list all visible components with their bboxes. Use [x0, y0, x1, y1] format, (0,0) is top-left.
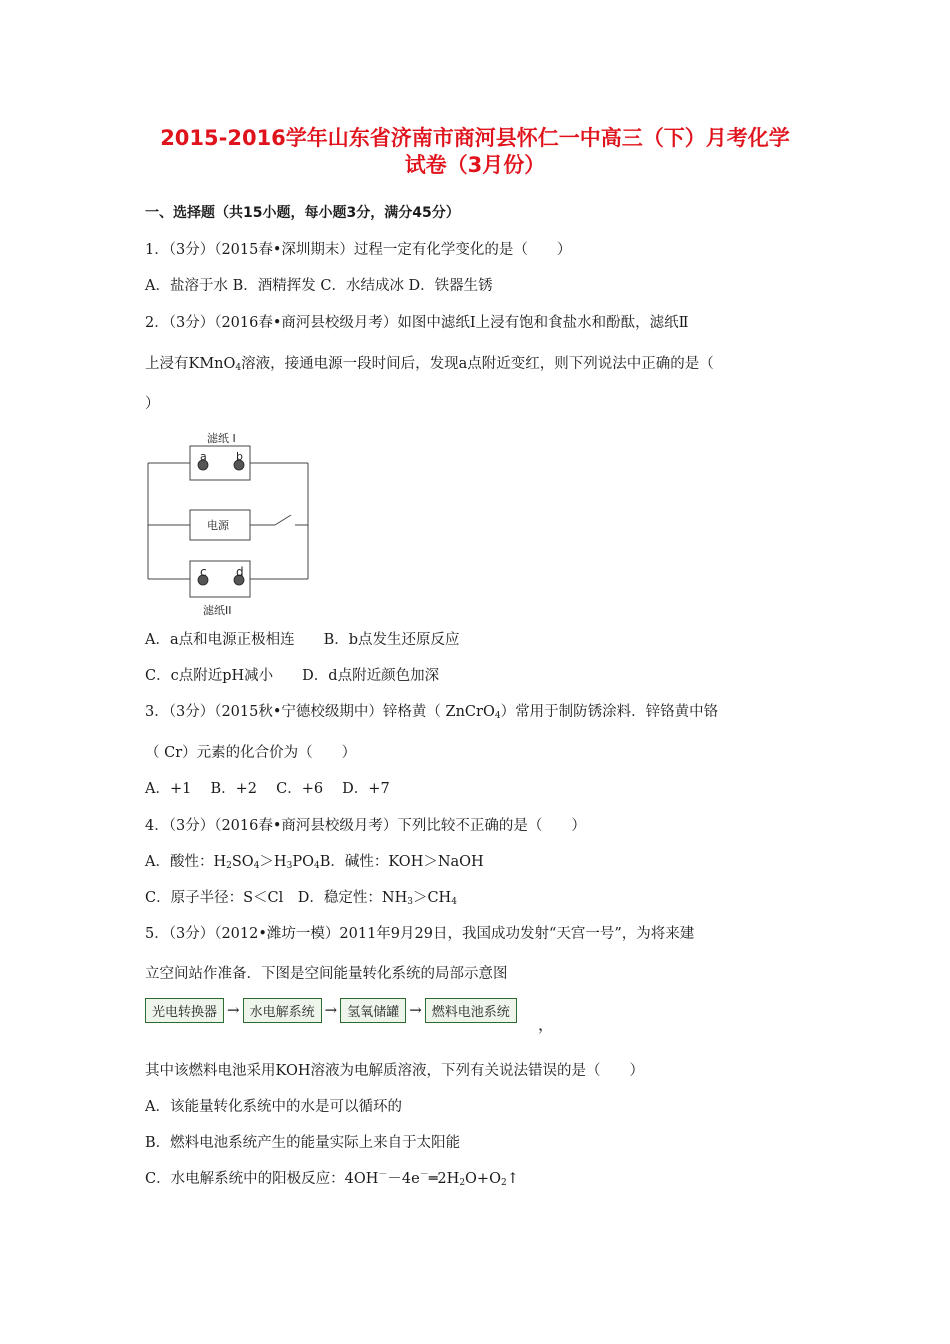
- energy-system-chain: [145, 997, 517, 1023]
- switch: [275, 515, 291, 525]
- q5-option-a: A．该能量转化系统中的水是可以循环的: [145, 1099, 402, 1115]
- chain-arrow-3: →: [409, 1001, 422, 1019]
- chain-box-electrolysis: 水电解系统: [243, 998, 322, 1023]
- q2-stem-line3: ）: [145, 396, 160, 412]
- chain-box-fuel-cell: 燃料电池系统: [425, 998, 517, 1023]
- q5-stem-line1: 5．（3分）（2012•潍坊一模）2011年9月29日，我国成功发射“天宫一号”，为将来建: [145, 926, 695, 942]
- doc-title-line2: 试卷（3月份）: [404, 153, 546, 177]
- label-c: c: [200, 565, 207, 579]
- q2-stem-line2: 上浸有KMnO$_4$溶液，接通电源一段时间后，发现a点附近变红，则下列说法中正确的是（: [145, 356, 714, 373]
- q4-options-ab: A．酸性：$H_2SO_4>H_3PO_4B$．碱性：KOH＞NaOH: [145, 854, 484, 871]
- section-heading: 一、选择题（共15小题，每小题3分，满分45分）: [145, 205, 460, 221]
- q4-stem: 4．（3分）（2016春•商河县校级月考）下列比较不正确的是（ ）: [145, 818, 586, 834]
- label-a: a: [200, 450, 207, 463]
- label-power: 电源: [207, 519, 229, 532]
- label-d: d: [236, 565, 244, 579]
- q5-stem-line3: 其中该燃料电池采用KOH溶液为电解质溶液，下列有关说法错误的是（ ）: [145, 1063, 644, 1079]
- doc-title-line1: 2015-2016学年山东省济南市商河县怀仁一中高三（下）月考化学: [160, 126, 790, 150]
- chain-box-photoelectric: 光电转换器: [145, 998, 224, 1023]
- chain-comma: ，: [538, 1015, 555, 1034]
- q2-options-ab: A．a点和电源正极相连 B．b点发生还原反应: [145, 632, 460, 648]
- q3-stem-line2: （ Cr）元素的化合价为（ ）: [145, 745, 357, 761]
- electrolysis-circuit-figure: [145, 428, 315, 620]
- q4-options-cd: C．原子半径：S＜Cl D．稳定性：$NH_3>CH_4$: [145, 890, 457, 907]
- label-b: b: [236, 450, 243, 463]
- chain-arrow-1: →: [227, 1001, 240, 1019]
- q5-stem-line2: 立空间站作准备．下图是空间能量转化系统的局部示意图: [145, 966, 508, 982]
- chain-arrow-2: →: [324, 1001, 338, 1019]
- q1-options: A．盐溶于水 B．酒精挥发 C．水结成冰 D．铁器生锈: [145, 278, 493, 294]
- label-filter-paper-1: 滤纸 I: [207, 432, 236, 445]
- q3-options: A．+1 B．+2 C．+6 D．+7: [145, 781, 390, 797]
- chain-box-gas-tank: 氢氧储罐: [340, 998, 406, 1023]
- q3-stem-line1: 3．（3分）（2015秋•宁德校级期中）锌格黄（ ZnCrO$_4$）常用于制防锈涂料．锌铬黄中铬: [145, 704, 719, 721]
- label-filter-paper-2: 滤纸II: [203, 604, 232, 617]
- q5-option-b: B．燃料电池系统产生的能量实际上来自于太阳能: [145, 1135, 461, 1151]
- q2-stem-line1: 2．（3分）（2016春•商河县校级月考）如图中滤纸Ⅰ上浸有饱和食盐水和酚酞，滤纸Ⅱ: [145, 315, 689, 331]
- q5-option-c: C．水电解系统中的阳极反应：$4OH^--4e^-═2H_2O+O_2↑$: [145, 1170, 519, 1188]
- q1-stem: 1．（3分）（2015春•深圳期末）过程一定有化学变化的是（ ）: [145, 242, 572, 258]
- q2-options-cd: C．c点附近pH减小 D．d点附近颜色加深: [145, 668, 440, 684]
